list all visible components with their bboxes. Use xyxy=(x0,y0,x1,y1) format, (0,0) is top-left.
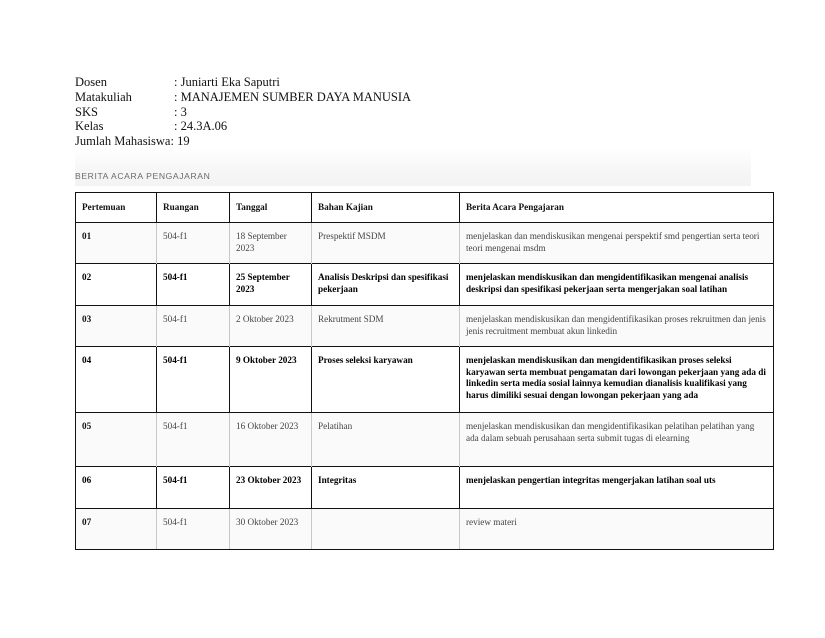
info-row-matakuliah xyxy=(75,90,411,105)
cell-ruangan: 504-f1 xyxy=(157,413,230,467)
cell-bahan: Proses seleksi karyawan xyxy=(312,347,460,413)
info-label: Dosen xyxy=(75,75,107,89)
cell-tanggal: 18 September 2023 xyxy=(230,223,312,264)
table-row xyxy=(76,467,774,509)
cell-berita: review materi xyxy=(460,509,774,550)
info-value: : MANAJEMEN SUMBER DAYA MANUSIA xyxy=(174,89,412,104)
info-label: SKS xyxy=(75,104,98,119)
info-row-jumlah-mahasiswa xyxy=(75,134,411,149)
column-header: Berita Acara Pengajaran xyxy=(460,193,774,223)
cell-pertemuan: 07 xyxy=(76,509,157,550)
cell-ruangan: 504-f1 xyxy=(157,223,230,264)
cell-berita: menjelaskan mendiskusikan dan mengidentifikasikan proses rekruitmen dan jenis jenis recruitment membuat akun linkedin xyxy=(460,306,774,347)
cell-ruangan: 504-f1 xyxy=(157,306,230,347)
table-row xyxy=(76,413,774,467)
cell-ruangan: 504-f1 xyxy=(157,509,230,550)
cell-tanggal: 25 September 2023 xyxy=(230,264,312,306)
info-label: Kelas xyxy=(75,119,104,134)
cell-berita: menjelaskan mendiskusikan dan mengidentifikasikan pelatihan pelatihan yang ada dalam sebuah perusahaan serta submit tugas di elearning xyxy=(460,413,774,467)
info-value: : Juniarti Eka Saputri xyxy=(174,75,280,89)
cell-tanggal: 16 Oktober 2023 xyxy=(230,413,312,467)
cell-bahan: Pelatihan xyxy=(312,413,460,467)
table-row xyxy=(76,264,774,306)
table-row xyxy=(76,509,774,550)
cell-tanggal: 23 Oktober 2023 xyxy=(230,467,312,509)
info-row-dosen xyxy=(75,75,411,90)
cell-berita: menjelaskan mendiskusikan dan mengidentifikasikan mengenai analisis deskripsi dan spesifikasi pekerjaan serta mengerjakan soal latihan xyxy=(460,264,774,306)
cell-berita: menjelaskan dan mendiskusikan mengenai perspektif smd pengertian serta teori teori mengenai msdm xyxy=(460,223,774,264)
table-row xyxy=(76,306,774,347)
cell-tanggal: 30 Oktober 2023 xyxy=(230,509,312,550)
cell-pertemuan: 01 xyxy=(76,223,157,264)
column-header: Bahan Kajian xyxy=(312,193,460,223)
info-label: Jumlah Mahasiswa xyxy=(75,134,171,149)
info-value: : 3 xyxy=(174,104,187,119)
table-row xyxy=(76,347,774,413)
section-title: BERITA ACARA PENGAJARAN xyxy=(75,171,211,181)
berita-acara-table xyxy=(75,192,774,550)
cell-bahan xyxy=(312,509,460,550)
cell-ruangan: 504-f1 xyxy=(157,347,230,413)
table-row xyxy=(76,223,774,264)
cell-ruangan: 504-f1 xyxy=(157,467,230,509)
course-info xyxy=(75,75,411,149)
cell-pertemuan: 03 xyxy=(76,306,157,347)
cell-bahan: Prespektif MSDM xyxy=(312,223,460,264)
column-header: Tanggal xyxy=(230,193,312,223)
table-header-row xyxy=(76,193,774,223)
cell-bahan: Analisis Deskripsi dan spesifikasi pekerjaan xyxy=(312,264,460,306)
cell-pertemuan: 06 xyxy=(76,467,157,509)
cell-tanggal: 9 Oktober 2023 xyxy=(230,347,312,413)
info-row-sks xyxy=(75,105,411,120)
cell-berita: menjelaskan pengertian integritas mengerjakan latihan soal uts xyxy=(460,467,774,509)
cell-bahan: Rekrutment SDM xyxy=(312,306,460,347)
cell-bahan: Integritas xyxy=(312,467,460,509)
cell-berita: menjelaskan mendiskusikan dan mengidentifikasikan proses seleksi karyawan serta membuat pengamatan dari lowongan pekerjaan yang ada di linkedin serta media sosial lainnya kemudian dianalisis kualifikasi yang harus dimiliki sesuai dengan lowongan pekerjaan yang ada xyxy=(460,347,774,413)
cell-pertemuan: 05 xyxy=(76,413,157,467)
cell-ruangan: 504-f1 xyxy=(157,264,230,306)
info-value: : 19 xyxy=(170,134,190,149)
cell-pertemuan: 04 xyxy=(76,347,157,413)
column-header: Ruangan xyxy=(157,193,230,223)
info-row-kelas xyxy=(75,119,411,134)
cell-tanggal: 2 Oktober 2023 xyxy=(230,306,312,347)
info-label: Matakuliah xyxy=(75,89,132,104)
column-header: Pertemuan xyxy=(76,193,157,223)
cell-pertemuan: 02 xyxy=(76,264,157,306)
info-value: : 24.3A.06 xyxy=(174,119,228,134)
